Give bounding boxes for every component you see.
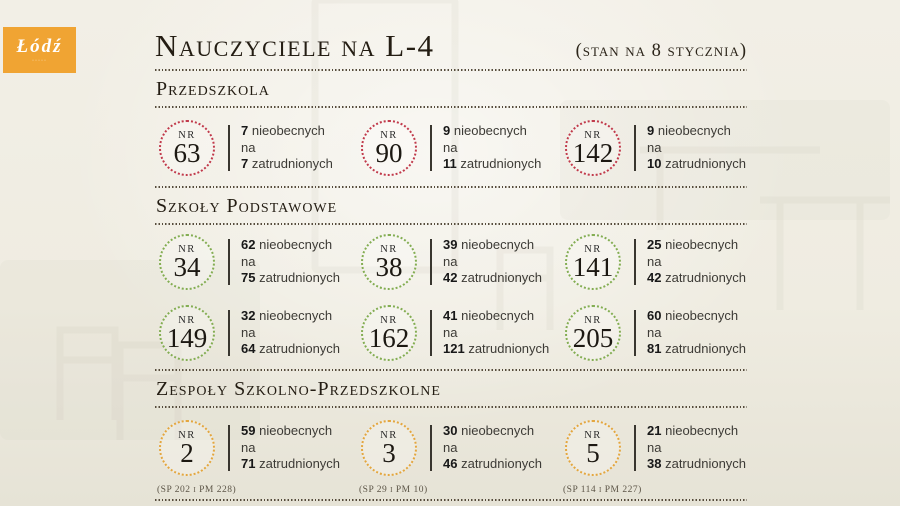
absent-count: 9 — [647, 123, 655, 138]
school-units-caption: (SP 202 i PM 228) — [157, 484, 237, 495]
masthead — [155, 22, 747, 68]
lodz-logo-text: Łódź — [16, 35, 63, 57]
badge-stats — [241, 420, 340, 473]
absent-count: 9 — [443, 123, 451, 138]
school-badge-nr-63 — [155, 109, 357, 185]
employed-count: 42 — [647, 270, 662, 285]
school-badge-nr-90 — [357, 109, 561, 185]
separator — [430, 125, 432, 171]
section-szkoly-grid — [155, 226, 747, 368]
badge-stats — [241, 305, 340, 358]
school-badge-nr-38 — [357, 226, 561, 297]
absent-count: 39 — [443, 237, 458, 252]
school-number: 63 — [173, 138, 201, 169]
badge-stats — [443, 420, 542, 473]
infographic-panel — [155, 22, 747, 502]
separator — [228, 310, 230, 356]
badge-stats — [443, 120, 541, 173]
separator — [634, 425, 636, 471]
employed-label: zatrudnionych — [665, 270, 747, 285]
separator — [228, 239, 230, 285]
school-number-circle — [361, 420, 417, 476]
separator — [430, 425, 432, 471]
connector-label: na — [241, 253, 256, 269]
badge-stats — [443, 234, 542, 287]
school-badge-nr-2 — [155, 409, 357, 498]
employed-label: zatrudnionych — [460, 156, 542, 171]
separator — [430, 239, 432, 285]
school-number-circle — [159, 234, 215, 290]
page-title: Nauczyciele na L-4 — [155, 28, 435, 63]
school-number: 34 — [173, 252, 201, 283]
employed-label: zatrudnionych — [468, 341, 550, 356]
school-badge-nr-5 — [561, 409, 747, 498]
school-number: 142 — [572, 138, 614, 169]
absent-label: nieobecnych — [259, 308, 333, 323]
employed-count: 11 — [443, 156, 457, 171]
school-badge-nr-142 — [561, 109, 747, 185]
badge-stats — [241, 234, 340, 287]
absent-count: 7 — [241, 123, 249, 138]
absent-count: 30 — [443, 423, 458, 438]
section-przedszkola-grid — [155, 109, 747, 185]
school-badge-nr-149 — [155, 297, 357, 368]
school-number: 2 — [180, 438, 194, 469]
school-number-circle — [565, 234, 621, 290]
employed-label: zatrudnionych — [665, 456, 747, 471]
lodz-logo — [3, 27, 76, 73]
separator — [634, 125, 636, 171]
employed-label: zatrudnionych — [461, 456, 543, 471]
employed-count: 75 — [241, 270, 256, 285]
employed-label: zatrudnionych — [665, 341, 747, 356]
absent-label: nieobecnych — [665, 237, 739, 252]
school-badge-nr-34 — [155, 226, 357, 297]
employed-count: 38 — [647, 456, 662, 471]
school-number: 5 — [586, 438, 600, 469]
employed-label: zatrudnionych — [665, 156, 747, 171]
badge-stats — [647, 120, 746, 173]
employed-label: zatrudnionych — [259, 270, 341, 285]
employed-count: 121 — [443, 341, 465, 356]
nr-label: NR — [178, 314, 196, 326]
employed-count: 81 — [647, 341, 662, 356]
separator — [634, 239, 636, 285]
separator — [430, 310, 432, 356]
nr-label: NR — [380, 243, 398, 255]
employed-count: 10 — [647, 156, 662, 171]
nr-label: NR — [380, 129, 398, 141]
absent-label: nieobecnych — [251, 123, 325, 138]
absent-label: nieobecnych — [665, 308, 739, 323]
separator — [228, 125, 230, 171]
school-number-circle — [159, 120, 215, 176]
employed-count: 7 — [241, 156, 249, 171]
section-title-zespoly: Zespoły Szkolno-Przedszkolne — [156, 378, 441, 400]
school-number: 141 — [572, 252, 614, 283]
school-badge-nr-3 — [357, 409, 561, 498]
badge-stats — [241, 120, 333, 173]
employed-count: 64 — [241, 341, 256, 356]
school-number-circle — [159, 420, 215, 476]
school-number-circle — [159, 305, 215, 361]
nr-label: NR — [584, 129, 602, 141]
absent-count: 21 — [647, 423, 662, 438]
employed-count: 46 — [443, 456, 458, 471]
school-number: 162 — [368, 323, 410, 354]
badge-stats — [443, 305, 549, 358]
badge-stats — [647, 305, 746, 358]
absent-label: nieobecnych — [461, 423, 535, 438]
employed-label: zatrudnionych — [259, 456, 341, 471]
employed-label: zatrudnionych — [259, 341, 341, 356]
absent-count: 41 — [443, 308, 458, 323]
page-subtitle: (stan na 8 stycznia) — [575, 41, 747, 61]
separator — [228, 425, 230, 471]
connector-label: na — [443, 324, 458, 340]
absent-count: 60 — [647, 308, 662, 323]
lodz-logo-dashes: ····· — [32, 57, 47, 64]
school-number-circle — [565, 120, 621, 176]
school-badge-nr-141 — [561, 226, 747, 297]
school-number-circle — [361, 305, 417, 361]
school-number: 90 — [375, 138, 403, 169]
school-number-circle — [565, 420, 621, 476]
divider — [155, 106, 747, 108]
nr-label: NR — [178, 129, 196, 141]
connector-label: na — [647, 139, 662, 155]
nr-label: NR — [380, 314, 398, 326]
divider — [155, 499, 747, 501]
section-title-przedszkola: Przedszkola — [156, 78, 270, 100]
school-units-caption: (SP 114 i PM 227) — [563, 484, 642, 495]
school-number: 149 — [166, 323, 208, 354]
connector-label: na — [241, 139, 256, 155]
absent-label: nieobecnych — [453, 123, 527, 138]
absent-count: 25 — [647, 237, 662, 252]
connector-label: na — [443, 439, 458, 455]
employed-count: 42 — [443, 270, 458, 285]
school-number-circle — [361, 120, 417, 176]
divider — [155, 406, 747, 408]
divider — [155, 223, 747, 225]
school-units-caption: (SP 29 i PM 10) — [359, 484, 428, 495]
connector-label: na — [241, 324, 256, 340]
nr-label: NR — [380, 429, 398, 441]
connector-label: na — [443, 139, 458, 155]
connector-label: na — [647, 253, 662, 269]
school-number: 38 — [375, 252, 403, 283]
divider — [155, 69, 747, 71]
absent-count: 62 — [241, 237, 256, 252]
absent-label: nieobecnych — [461, 308, 535, 323]
connector-label: na — [241, 439, 256, 455]
school-badge-nr-162 — [357, 297, 561, 368]
absent-count: 59 — [241, 423, 256, 438]
section-title-szkoly-podstawowe: Szkoły Podstawowe — [156, 195, 338, 217]
employed-label: zatrudnionych — [251, 156, 333, 171]
badge-stats — [647, 420, 746, 473]
absent-label: nieobecnych — [461, 237, 535, 252]
absent-label: nieobecnych — [665, 423, 739, 438]
school-number: 205 — [572, 323, 614, 354]
school-number: 3 — [382, 438, 396, 469]
connector-label: na — [647, 439, 662, 455]
school-badge-nr-205 — [561, 297, 747, 368]
connector-label: na — [443, 253, 458, 269]
employed-label: zatrudnionych — [461, 270, 543, 285]
absent-label: nieobecnych — [259, 237, 333, 252]
separator — [634, 310, 636, 356]
employed-count: 71 — [241, 456, 256, 471]
absent-label: nieobecnych — [259, 423, 333, 438]
school-number-circle — [565, 305, 621, 361]
divider — [155, 369, 747, 371]
nr-label: NR — [584, 429, 602, 441]
connector-label: na — [647, 324, 662, 340]
nr-label: NR — [584, 243, 602, 255]
section-zespoly-grid — [155, 409, 747, 498]
nr-label: NR — [178, 429, 196, 441]
absent-label: nieobecnych — [657, 123, 731, 138]
divider — [155, 186, 747, 188]
nr-label: NR — [584, 314, 602, 326]
school-number-circle — [361, 234, 417, 290]
nr-label: NR — [178, 243, 196, 255]
badge-stats — [647, 234, 746, 287]
absent-count: 32 — [241, 308, 256, 323]
